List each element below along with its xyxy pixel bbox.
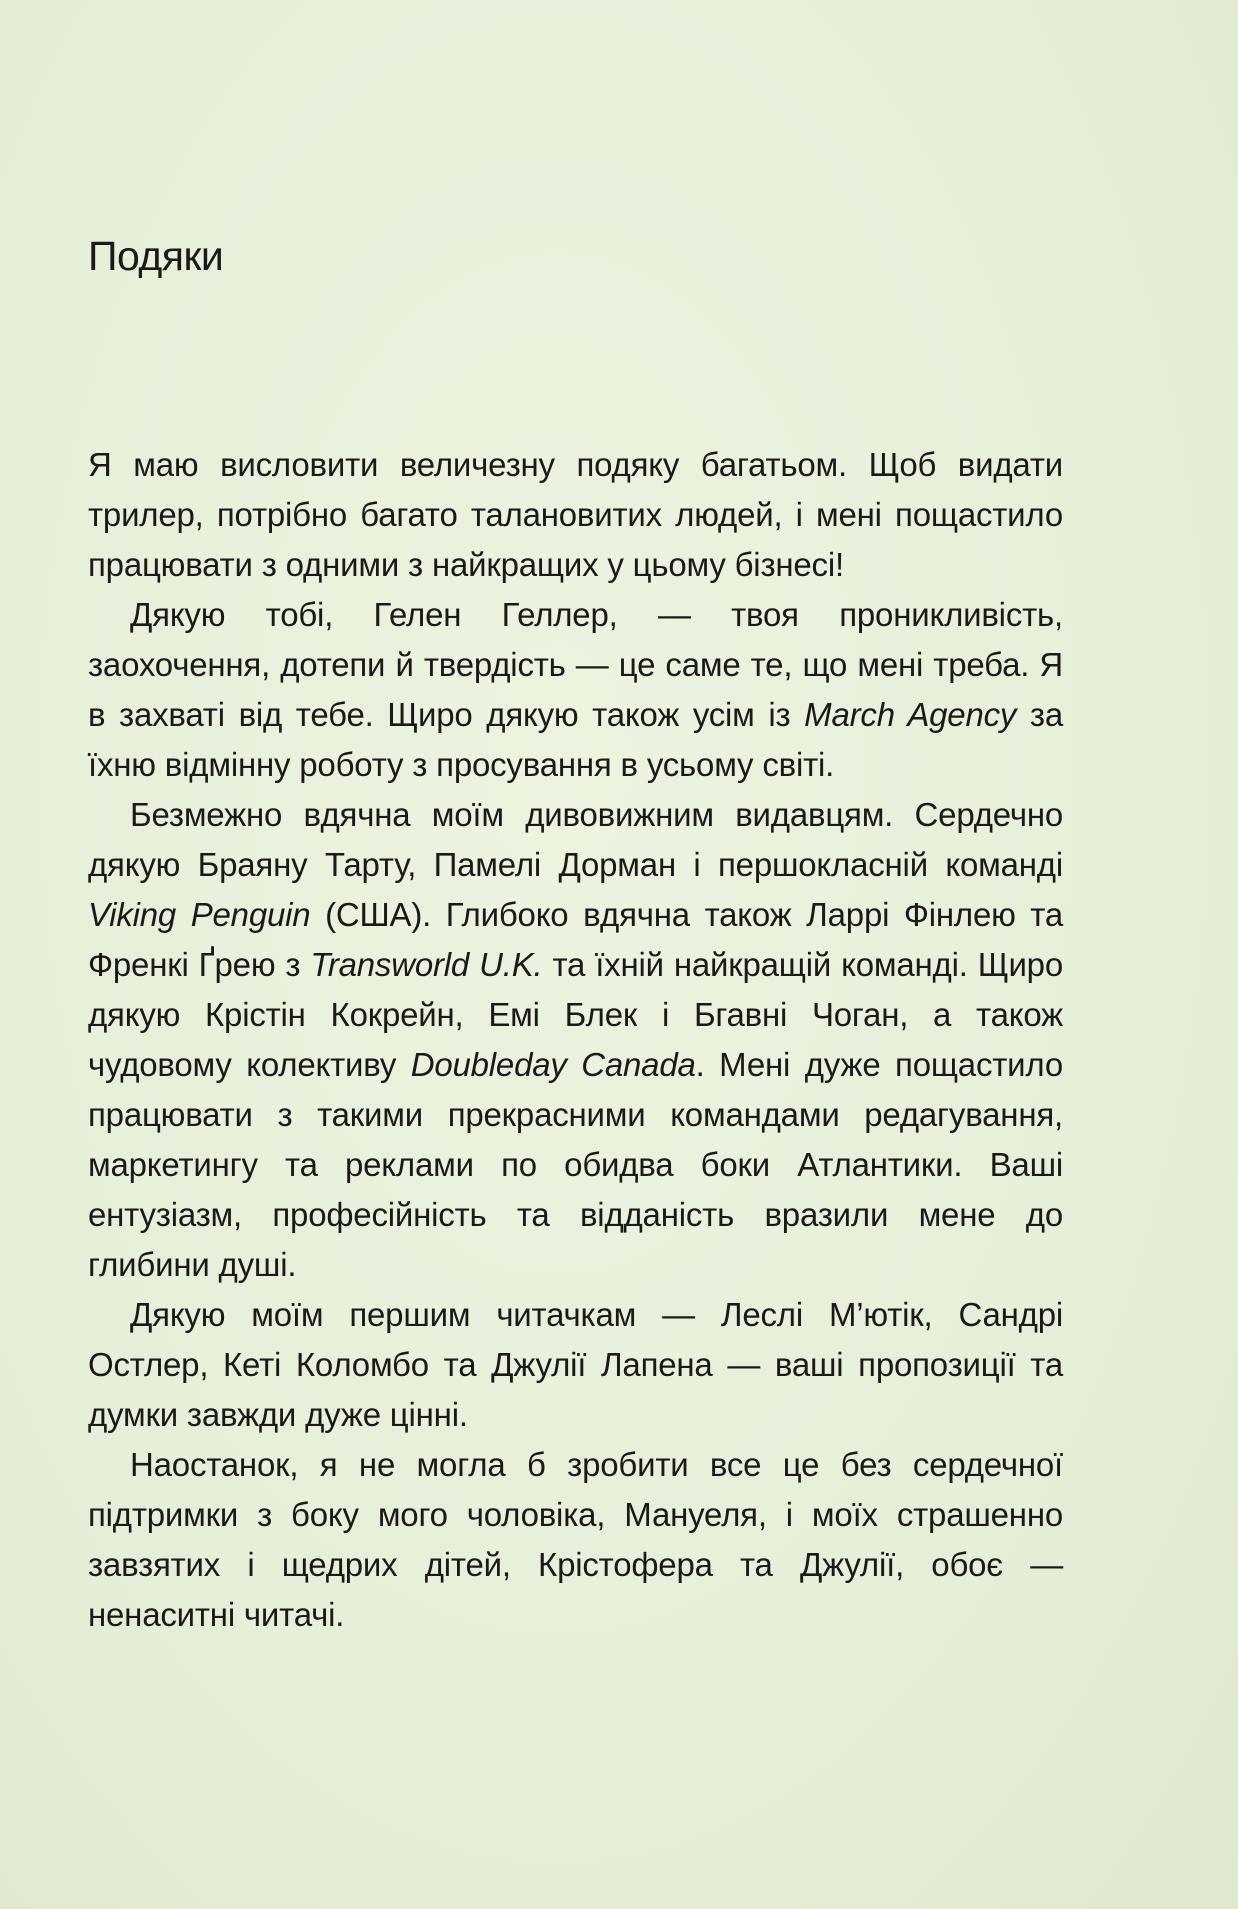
paragraph-text: Дякую моїм першим читачкам — Леслі М’ютік, Сандрі Остлер, Кеті Коломбо та Джулії Лапена — ваші пропозиції та думки завжди дуже цінні. (88, 1296, 1063, 1433)
agency-name: March Agency (804, 696, 1017, 733)
paragraph-text: Дякую тобі, Гелен Геллер, — твоя проникливість, заохочення, дотепи й твердість — це саме те, що мені треба. Я в захваті від тебе. Щиро дякую також усім із (88, 596, 1063, 733)
publisher-name: Doubleday Canada (410, 1046, 696, 1083)
paragraph (88, 590, 1063, 790)
page-title: Подяки (88, 233, 224, 279)
paragraph-text: Безмежно вдячна моїм дивовижним видавцям. Сердечно дякую Браяну Тарту, Памелі Дорман і першокласній команді (88, 796, 1063, 883)
paragraph-text: за їхню відмінну роботу з просування в усьому світі. (88, 696, 1063, 783)
publisher-name: Viking Penguin (88, 896, 311, 933)
paragraph (88, 1440, 1063, 1640)
publisher-name: Transworld U.K. (310, 946, 543, 983)
paragraph-text: та їхній найкращій команді. Щиро дякую Крістін Кокрейн, Емі Блек і Бгавні Чоган, а також чудовому колективу (88, 946, 1063, 1083)
paragraph-text: Наостанок, я не могла б зробити все це без сердечної підтримки з боку мого чоловіка, Мануеля, і моїх страшенно завзятих і щедрих дітей, Крістофера та Джулії, обоє — ненаситні читачі. (88, 1446, 1063, 1633)
paragraph-text: (США). Глибоко вдячна також Ларрі Фінлею та Френкі Ґрею з (88, 896, 1063, 983)
paragraph-text: . Мені дуже пощастило працювати з такими прекрасними командами редагування, маркетингу та реклами по обидва боки Атлантики. Ваші ентузіазм, професійність та відданість вразили мене до глибини душі. (88, 1046, 1063, 1283)
paragraph (88, 790, 1063, 1290)
paragraph-text: Я маю висловити величезну подяку багатьом. Щоб видати трилер, потрібно багато талановитих людей, і мені пощастило працювати з одними з найкращих у цьому бізнесі! (88, 446, 1063, 583)
paragraph (88, 1290, 1063, 1440)
paragraph (88, 440, 1063, 590)
acknowledgements-text (88, 440, 1063, 1640)
